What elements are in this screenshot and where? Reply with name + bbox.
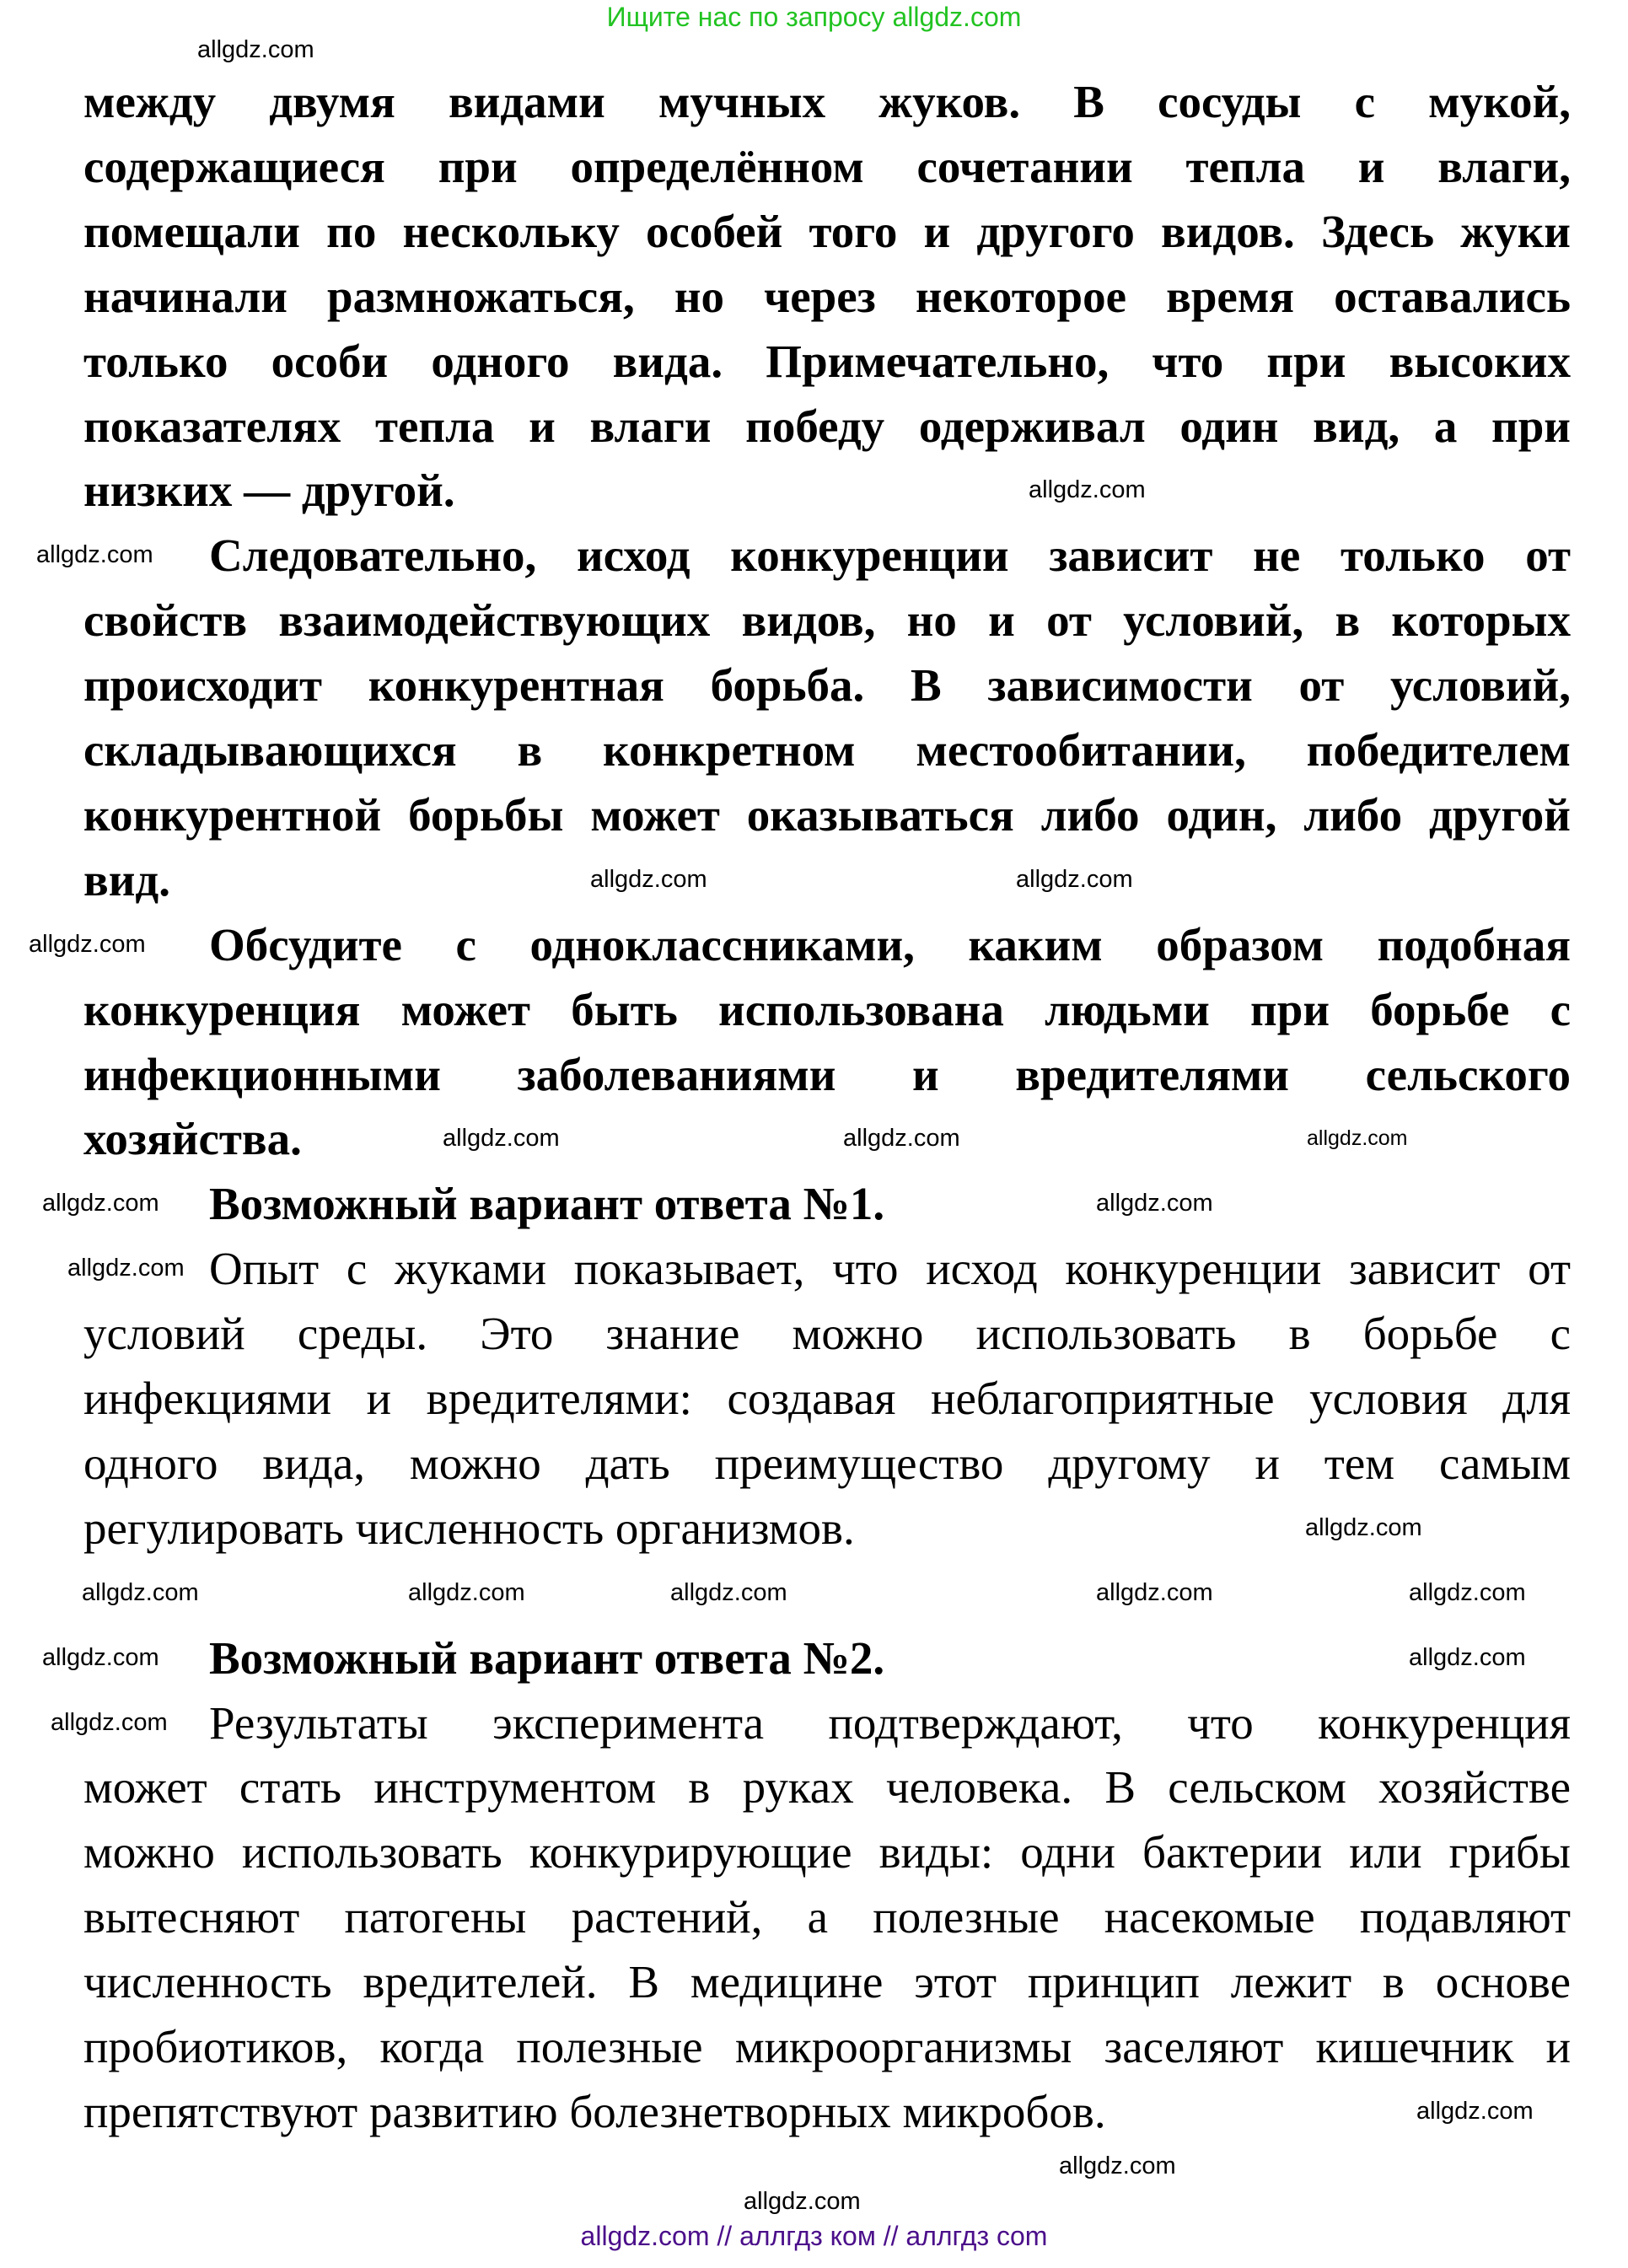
text-line: вытесняют патогены растений, а полезные насекомые подавляют <box>83 1891 1571 1943</box>
watermark-text: allgdz.com <box>1416 2097 1534 2125</box>
watermark-text: allgdz.com <box>443 1125 560 1153</box>
text-line: препятствуют развитию болезнетворных микробов. <box>83 2085 1106 2137</box>
watermark-text: allgdz.com <box>1409 1578 1526 1606</box>
text-line: регулировать численность организмов. <box>83 1502 855 1554</box>
text-line: конкурентной борьбы может оказываться либо один, либо другой <box>83 788 1571 841</box>
text-line: низких — другой. <box>83 465 455 517</box>
watermark-text: allgdz.com <box>197 36 314 63</box>
watermark-text: allgdz.com <box>67 1255 185 1282</box>
watermark-text: allgdz.com <box>1016 865 1133 893</box>
watermark-text: allgdz.com <box>670 1578 787 1606</box>
answer-heading: Возможный вариант ответа №2. <box>209 1631 885 1684</box>
watermark-text: allgdz.com <box>590 865 707 893</box>
footer-links[interactable]: allgdz.com // аллгдз ком // аллгдз com <box>580 2221 1048 2251</box>
text-line: можно использовать конкурирующие виды: одни бактерии или грибы <box>83 1826 1571 1878</box>
text-line: между двумя видами мучных жуков. В сосуды с мукой, <box>83 76 1571 127</box>
text-line: Результаты эксперимента подтверждают, что конкуренция <box>209 1696 1571 1749</box>
text-line: одного вида, можно дать преимущество другому и тем самым <box>83 1437 1571 1489</box>
watermark-text: allgdz.com <box>82 1578 199 1606</box>
watermark-text: allgdz.com <box>1409 1643 1526 1671</box>
watermark-text: allgdz.com <box>1059 2152 1176 2179</box>
watermark-text: allgdz.com <box>29 930 146 958</box>
text-line: происходит конкурентная борьба. В зависимости от условий, <box>83 659 1571 712</box>
watermark-text: allgdz.com <box>1029 476 1146 504</box>
watermark-text: allgdz.com <box>1096 1578 1213 1606</box>
watermark-text: allgdz.com <box>42 1643 159 1671</box>
text-line: пробиотиков, когда полезные микроорганизмы заселяют кишечник и <box>83 2021 1571 2072</box>
watermark-text: allgdz.com <box>1307 1126 1408 1151</box>
text-line: свойств взаимодействующих видов, но и от условий, в которых <box>83 594 1571 647</box>
text-line: содержащиеся при определённом сочетании тепла и влаги, <box>83 140 1571 192</box>
watermark-text: allgdz.com <box>1305 1513 1422 1541</box>
text-line: начинали размножаться, но через некоторое время оставались <box>83 270 1571 322</box>
text-line: складывающихся в конкретном местообитании, победителем <box>83 724 1571 776</box>
text-line: может стать инструментом в руках человека. В сельском хозяйстве <box>83 1761 1571 1814</box>
text-line: Следовательно, исход конкуренции зависит не только от <box>209 529 1571 582</box>
text-line: только особи одного вида. Примечательно, что при высоких <box>83 335 1571 387</box>
text-line: показателях тепла и влаги победу одерживал один вид, а при <box>83 400 1571 452</box>
watermark-text: allgdz.com <box>408 1578 525 1606</box>
text-line: Обсудите с одноклассниками, каким образом подобная <box>209 918 1571 970</box>
watermark-text: allgdz.com <box>843 1125 960 1153</box>
answer-heading: Возможный вариант ответа №1. <box>209 1178 885 1230</box>
text-line: вид. <box>83 853 170 906</box>
text-line: помещали по нескольку особей того и другого видов. Здесь жуки <box>83 205 1571 257</box>
text-line: инфекционными заболеваниями и вредителями сельского <box>83 1048 1571 1100</box>
watermark-text: allgdz.com <box>36 541 153 569</box>
text-line: численность вредителей. В медицине этот принцип лежит в основе <box>83 1956 1571 2008</box>
watermark-text: allgdz.com <box>744 2188 861 2215</box>
text-line: конкуренция может быть использована людьми при борьбе с <box>83 983 1571 1035</box>
text-line: инфекциями и вредителями: создавая неблагоприятные условия для <box>83 1373 1571 1424</box>
watermark-text: allgdz.com <box>42 1190 159 1217</box>
text-line: условий среды. Это знание можно использовать в борьбе с <box>83 1308 1571 1360</box>
watermark-text: allgdz.com <box>51 1708 168 1736</box>
text-line: Опыт с жуками показывает, что исход конкуренции зависит от <box>209 1243 1571 1295</box>
watermark-text: allgdz.com <box>1096 1190 1213 1217</box>
text-line: хозяйства. <box>83 1113 302 1165</box>
search-hint-header: Ищите нас по запросу allgdz.com <box>606 2 1022 32</box>
